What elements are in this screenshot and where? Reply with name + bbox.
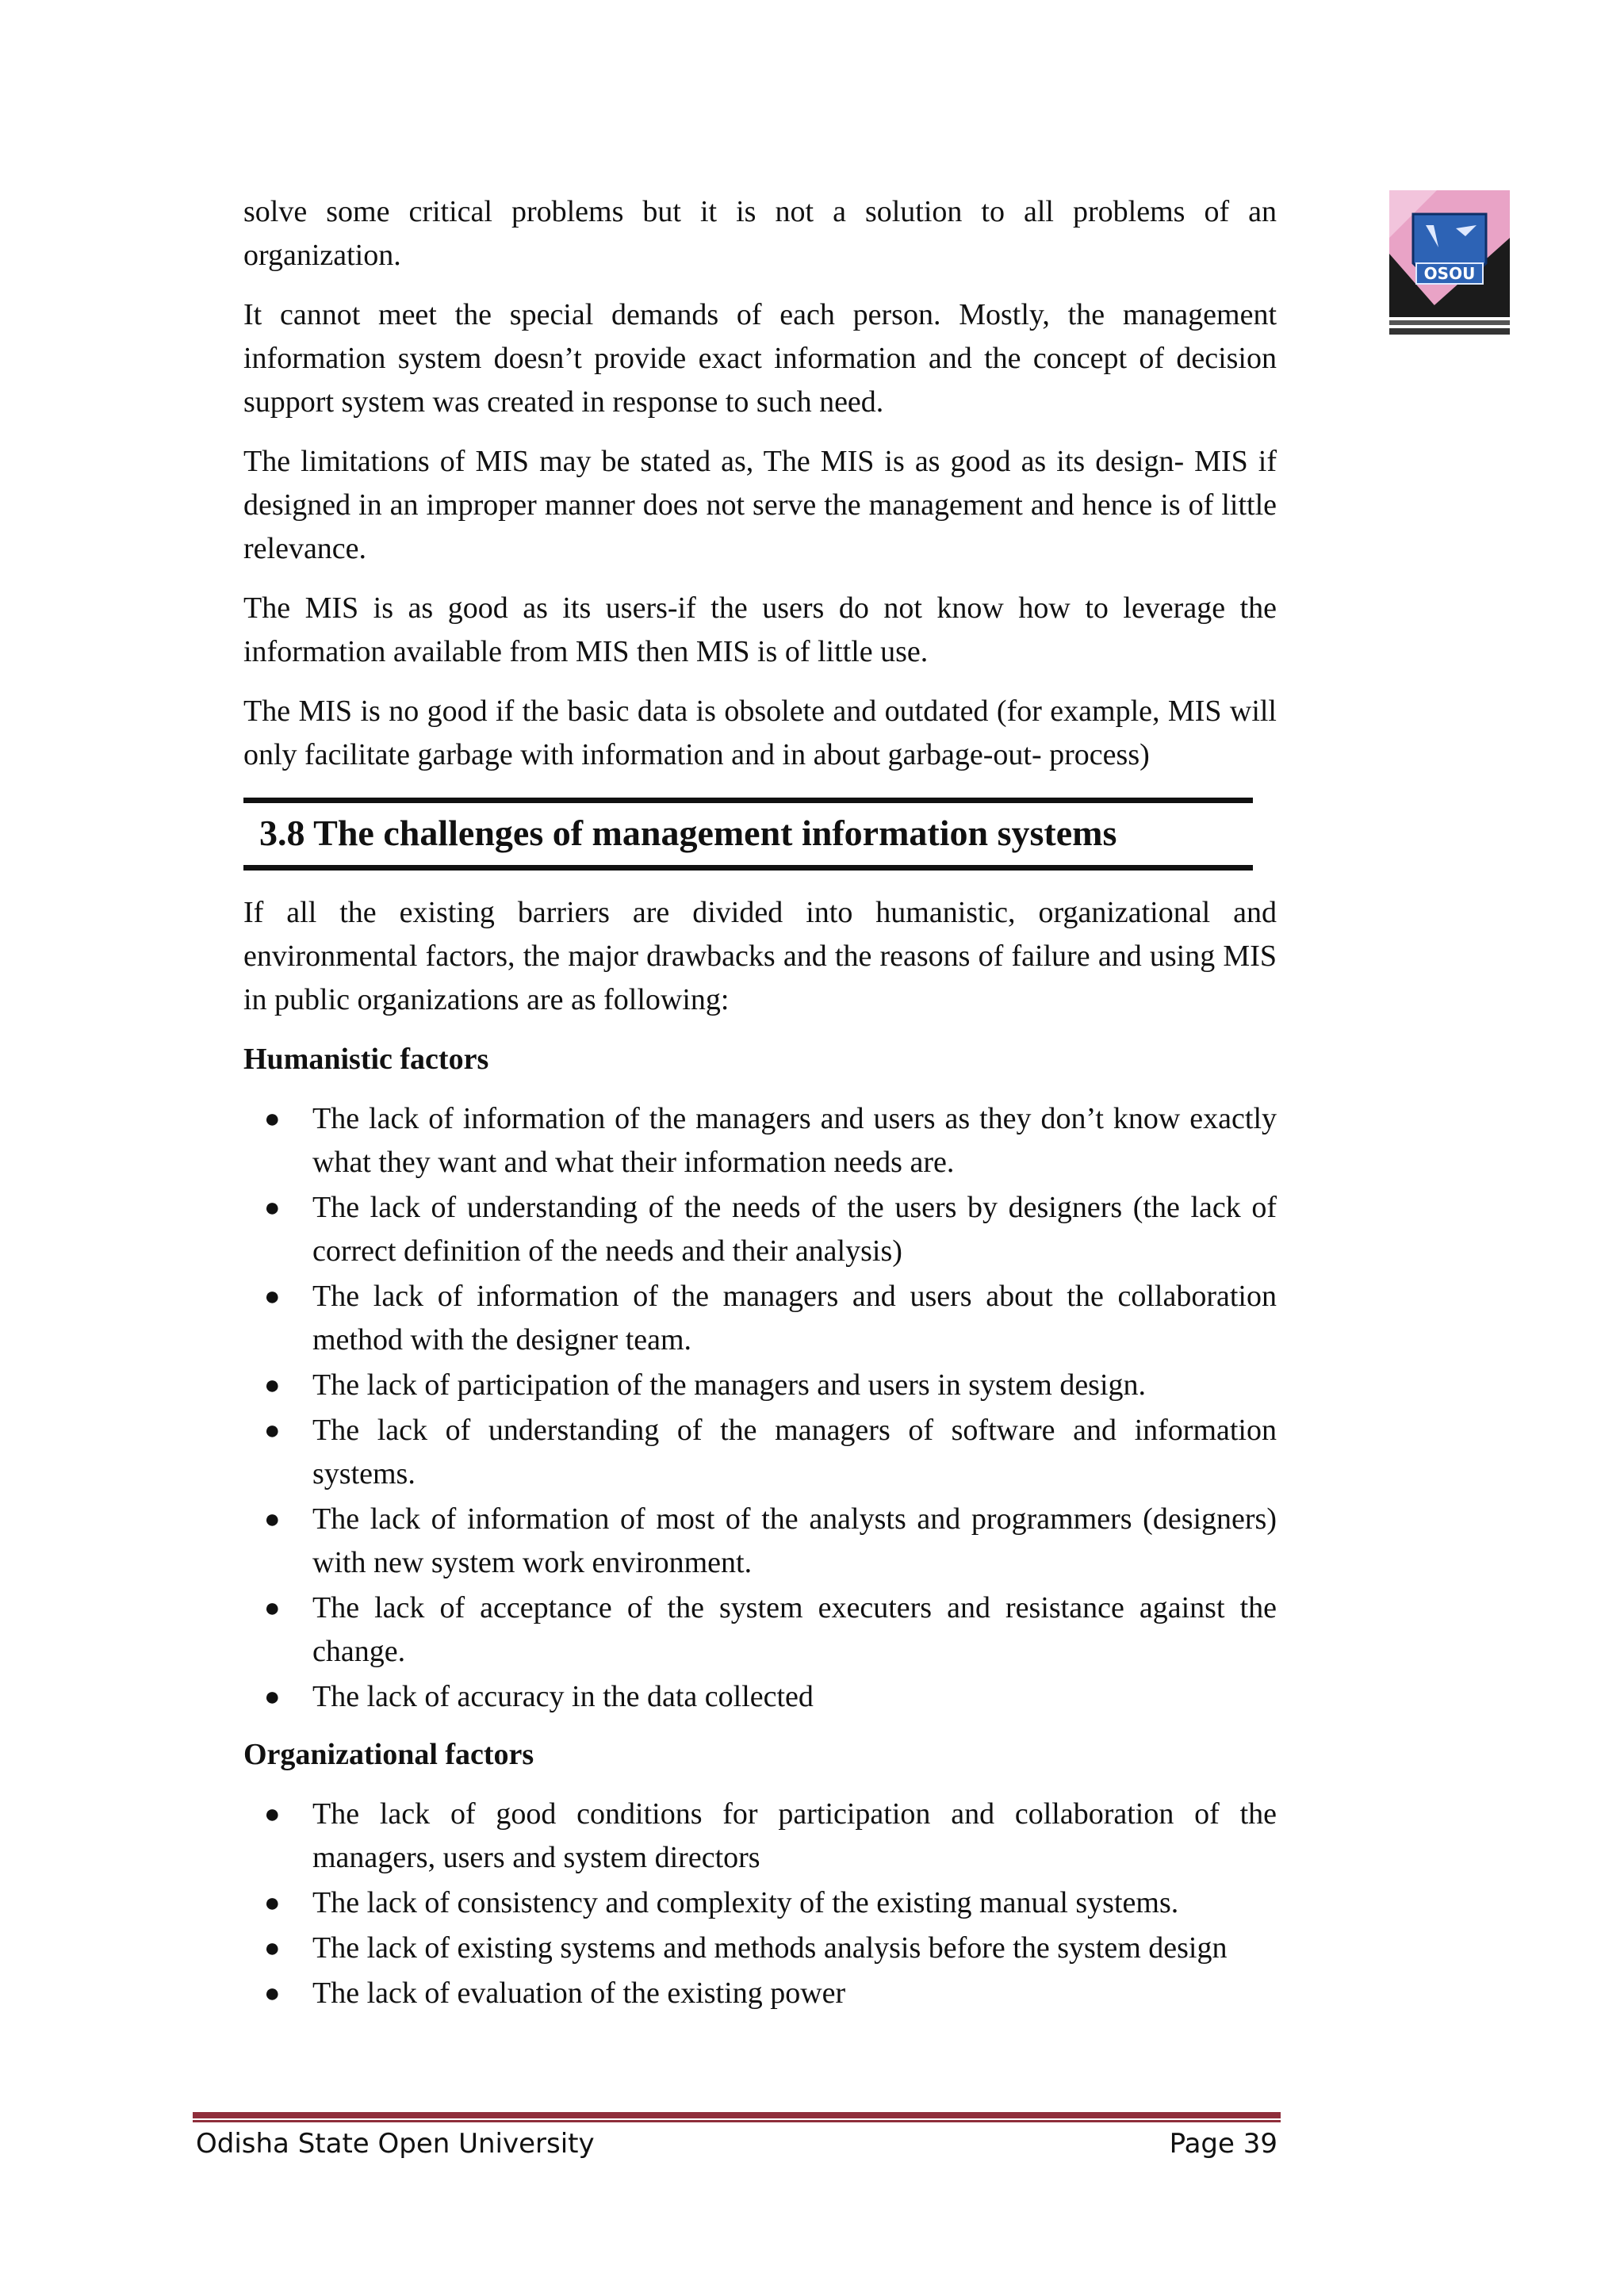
page-footer [196, 2128, 1277, 2168]
page-content [243, 190, 1277, 2030]
section-heading-box [243, 798, 1253, 871]
bullet-icon: ● [264, 1416, 281, 1445]
list-item-text: The lack of existing systems and methods analysis before the system design [312, 1931, 1228, 1965]
list-item-text: The lack of participation of the managers and users in system design. [312, 1368, 1147, 1402]
section-intro: If all the existing barriers are divided into humanistic, organizational and environmental factors, the major drawbacks and the reasons of failure and using MIS in public organizations are as following: [243, 896, 1277, 1016]
list-item [243, 1364, 1277, 1407]
list-item [243, 1927, 1277, 1970]
organizational-factors-title: Organizational factors [243, 1738, 534, 1771]
bullet-icon: ● [264, 1505, 281, 1534]
list-item [243, 1881, 1277, 1925]
bullet-icon: ● [264, 1934, 281, 1963]
bullet-icon: ● [264, 1979, 281, 2008]
paragraph: It cannot meet the special demands of each person. Mostly, the management information system doesn’t provide exact information and the concept of decision support system was created in response to such need. [243, 298, 1277, 419]
humanistic-factors-title: Humanistic factors [243, 1043, 489, 1076]
bullet-icon: ● [264, 1371, 281, 1400]
bullet-icon: ● [264, 1682, 281, 1712]
organizational-factors-list [243, 1793, 1277, 2015]
footer-university-name: Odisha State Open University [196, 2128, 595, 2160]
bullet-icon: ● [264, 1193, 281, 1223]
section-heading: 3.8 The challenges of management information systems [259, 813, 1117, 853]
bullet-icon: ● [264, 1104, 281, 1134]
list-item [243, 1498, 1277, 1585]
paragraph: The limitations of MIS may be stated as, The MIS is as good as its design- MIS if designed in an improper manner does not serve the management and hence is of little relevance. [243, 445, 1277, 565]
list-item-text: The lack of acceptance of the system executers and resistance against the change. [312, 1591, 1277, 1668]
footer-page-number: Page 39 [1169, 2128, 1277, 2160]
list-item-text: The lack of information of the managers and users as they don’t know exactly what they want and what their information needs are. [312, 1102, 1277, 1179]
list-item-text: The lack of information of most of the analysts and programmers (designers) with new system work environment. [312, 1502, 1277, 1579]
university-emblem-icon [1389, 190, 1510, 338]
footer-divider [193, 2112, 1281, 2123]
list-item [243, 1409, 1277, 1496]
list-item-text: The lack of evaluation of the existing power [312, 1976, 846, 2010]
footer-divider-thick [193, 2112, 1281, 2118]
list-item [243, 1097, 1277, 1184]
bullet-icon: ● [264, 1888, 281, 1918]
bullet-icon: ● [264, 1282, 281, 1311]
footer-divider-thin [193, 2120, 1281, 2122]
bullet-icon: ● [264, 1800, 281, 1829]
humanistic-factors-list [243, 1097, 1277, 1719]
list-item-text: The lack of consistency and complexity of the existing manual systems. [312, 1886, 1179, 1919]
list-item [243, 1275, 1277, 1362]
list-item-text: The lack of information of the managers and users about the collaboration method with the designer team. [312, 1280, 1277, 1357]
list-item [243, 1186, 1277, 1273]
list-item [243, 1586, 1277, 1674]
paragraph: The MIS is no good if the basic data is obsolete and outdated (for example, MIS will only facilitate garbage with information and in about garbage-out- process) [243, 695, 1277, 771]
list-item-text: The lack of good conditions for participation and collaboration of the managers, users and system directors [312, 1797, 1277, 1874]
list-item-text: The lack of understanding of the needs of the users by designers (the lack of correct definition of the needs and their analysis) [312, 1191, 1277, 1268]
paragraph: The MIS is as good as its users-if the users do not know how to leverage the information available from MIS then MIS is of little use. [243, 591, 1277, 668]
paragraph: solve some critical problems but it is not a solution to all problems of an organization. [243, 195, 1277, 272]
list-item-text: The lack of understanding of the managers of software and information systems. [312, 1414, 1277, 1490]
list-item [243, 1793, 1277, 1880]
logo-text: OSOU [1423, 264, 1476, 283]
list-item [243, 1972, 1277, 2015]
bullet-icon: ● [264, 1594, 281, 1623]
list-item [243, 1675, 1277, 1719]
list-item-text: The lack of accuracy in the data collected [312, 1680, 814, 1713]
